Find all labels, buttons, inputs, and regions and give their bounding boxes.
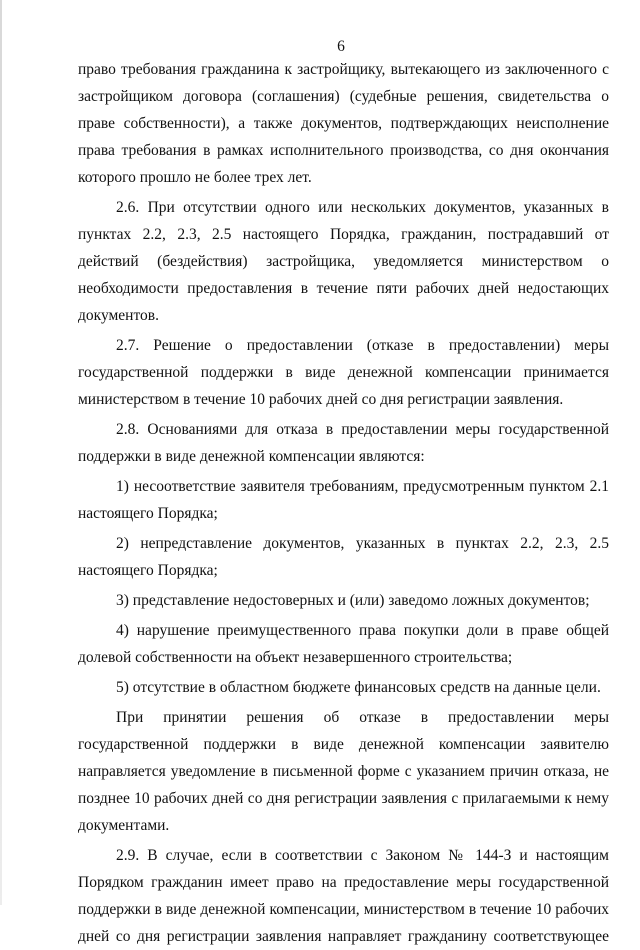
list-item-2: 2) непредставление документов, указанных в пунктах 2.2, 2.3, 2.5 настоящего Порядка; <box>78 535 609 579</box>
paragraph-2-9: 2.9. В случае, если в соответствии с Законом № 144-З и настоящим Порядком гражданин имеет право на предоставление меры государственной поддержки в виде денежной компенсации, министерством в течение 10 рабочих дней со дня регистрации заявления направляет гражданину соответствующее <box>78 847 609 945</box>
paragraph-2-6: 2.6. При отсутствии одного или нескольких документов, указанных в пунктах 2.2, 2.3, 2.5 настоящего Порядка, гражданин, пострадавший от действий (бездействия) застройщика, уведомляется министерством о необходимости предоставления в течение пяти рабочих дней недостающих документов. <box>78 199 609 324</box>
list-item-3: 3) представление недостоверных и (или) заведомо ложных документов; <box>116 592 590 609</box>
paragraph-2-7: 2.7. Решение о предоставлении (отказе в предоставлении) меры государственной поддержки в виде денежной компенсации принимается министерством в течение 10 рабочих дней со дня регистрации заявления. <box>78 337 609 408</box>
paragraph-continuation: право требования гражданина к застройщику, вытекающего из заключенного с застройщиком договора (соглашения) (судебные решения, свидетельства о праве собственности), а также документов, подтверждающих неисполнение права требования в рамках исполнительного производства, со дня окончания которого прошло не более трех лет. <box>78 61 609 186</box>
list-item-5: 5) отсутствие в областном бюджете финансовых средств на данные цели. <box>116 679 601 696</box>
paragraph-refusal-notice: При принятии решения об отказе в предоставлении меры государственной поддержки в виде денежной компенсации заявителю направляется уведомление в письменной форме с указанием причин отказа, не позднее 10 рабочих дней со дня регистрации заявления с прилагаемыми к нему документами. <box>78 709 609 834</box>
list-item-4: 4) нарушение преимущественного права покупки доли в праве общей долевой собственности на объект незавершенного строительства; <box>78 622 609 666</box>
scan-edge <box>0 0 2 905</box>
document-body <box>78 52 609 950</box>
paragraph-2-8: 2.8. Основаниями для отказа в предоставлении меры государственной поддержки в виде денежной компенсации являются: <box>78 421 609 465</box>
page-number: 6 <box>337 38 345 55</box>
list-item-1: 1) несоответствие заявителя требованиям, предусмотренным пунктом 2.1 настоящего Порядка; <box>78 478 609 522</box>
